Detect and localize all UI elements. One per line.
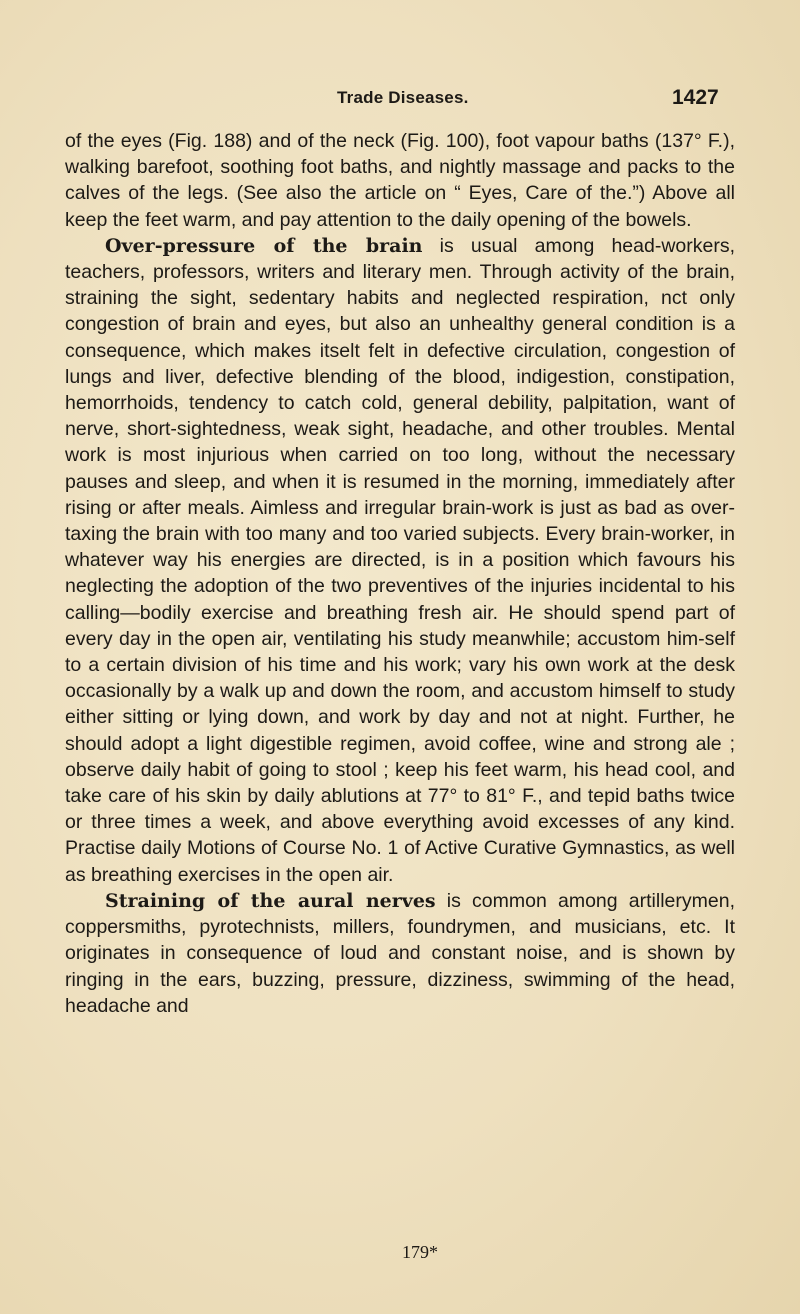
paragraph-over-pressure: [65, 233, 735, 888]
paragraph-aural-nerves: [65, 888, 735, 1019]
paragraph-text: is usual among head-workers, teachers, professors, writers and literary men. Through activity of the brain, straining the sight, sedentary habits and neglected respiration, nct only congestion of brain and eyes, but also an unhealthy general condition is a consequence, which makes itselt felt in defective circulation, congestion of lungs and liver, defective blending of the blood, indigestion, constipation, hemorrhoids, tendency to catch cold, general debility, palpitation, want of nerve, short-sightedness, weak sight, headache, and other troubles. Mental work is most injurious when carried on too long, without the necessary pauses and sleep, and when it is resumed in the morning, immediately after rising or after meals. Aimless and irregular brain-work is just as bad as over-taxing the brain with too many and too varied subjects. Every brain-worker, in whatever way his energies are directed, is in a position which favours his neglecting the adoption of the two preventives of the injuries incidental to his calling—bodily exercise and breathing fresh air. He should spend part of every day in the open air, ventilating his study meanwhile; accustom him-self to a certain division of his time and his work; vary his own work at the desk occasionally by a walk up and down the room, and accustom himself to study either sitting or lying down, and work by day and not at night. Further, he should adopt a light digestible regimen, avoid coffee, wine and strong ale ; observe daily habit of going to stool ; keep his feet warm, his head cool, and take care of his skin by daily ablutions at 77° to 81° F., and tepid baths twice or three times a week, and above everything avoid excesses of any kind. Practise daily Motions of Course No. 1 of Active Curative Gymnastics, as well as breathing exercises in the open air.: [65, 234, 736, 886]
body-text: [65, 128, 735, 1019]
page-number: 1427: [672, 86, 719, 109]
run-in-heading: Straining of the aural nerves: [105, 889, 436, 912]
paragraph-continuation: [65, 128, 735, 233]
paragraph-text: of the eyes (Fig. 188) and of the neck (Fig. 100), foot vapour baths (137° F.), walking barefoot, soothing foot baths, and nightly massage and packs to the calves of the legs. (See also the article on “ Eyes, Care of the.”) Above all keep the feet warm, and pay attention to the daily opening of the bowels.: [65, 130, 735, 231]
paragraph-text: is common among artillerymen, coppersmiths, pyrotechnists, millers, foundrymen, and musicians, etc. It originates in consequence of loud and constant noise, and is shown by ringing in the ears, buzzing, pressure, dizziness, swimming of the head, headache and: [65, 889, 735, 1017]
signature-mark: 179*: [402, 1242, 438, 1262]
running-head: Trade Diseases.: [337, 88, 469, 107]
run-in-heading: Over-pressure of the brain: [105, 234, 423, 257]
